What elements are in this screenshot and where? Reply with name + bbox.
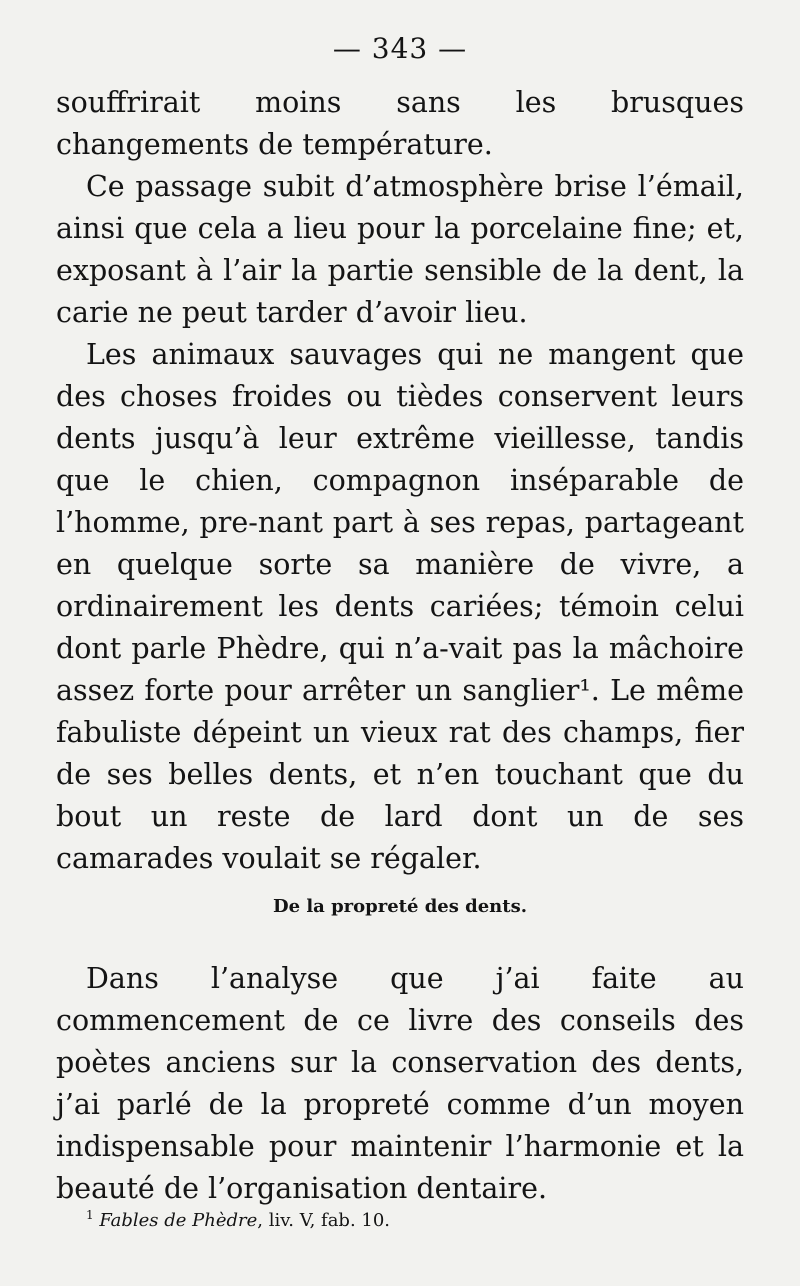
body-text-top — [56, 82, 744, 880]
paragraph: souffrirait moins sans les brusques changements de température. — [56, 86, 744, 161]
footnote — [86, 1208, 390, 1231]
page-number: — 343 — — [332, 32, 468, 65]
section-heading: De la propreté des dents. — [272, 896, 527, 917]
paragraph: Ce passage subit d’atmosphère brise l’émail, ainsi que cela a lieu pour la porcelaine fine; et, exposant à l’air la partie sensible de la dent, la carie ne peut tarder d’avoir lieu. — [56, 170, 744, 329]
footnote-rest: , liv. V, fab. 10. — [257, 1210, 391, 1231]
body-text-bottom — [56, 958, 744, 1210]
paragraph: Les animaux sauvages qui ne mangent que des choses froides ou tièdes conservent leurs dents jusqu’à leur extrême vieillesse, tandis que le chien, compagnon inséparable de l’homme, pre-nant part à ses repas, partageant en quelque sorte sa manière de vivre, a ordinairement les dents cariées; témoin celui dont parle Phèdre, qui n’a-vait pas la mâchoire assez forte pour arrêter un sanglier¹. Le même fabuliste dépeint un vieux rat des champs, fier de ses belles dents, et n’en touchant que du bout un reste de lard dont un de ses camarades voulait se régaler. — [56, 338, 744, 875]
footnote-marker: 1 — [86, 1208, 94, 1222]
footnote-title: Fables de Phèdre — [99, 1210, 258, 1231]
paragraph: Dans l’analyse que j’ai faite au commencement de ce livre des conseils des poètes anciens sur la conservation des dents, j’ai parlé de la propreté comme d’un moyen indispensable pour maintenir l’harmonie et la beauté de l’organisation dentaire. — [56, 962, 744, 1205]
